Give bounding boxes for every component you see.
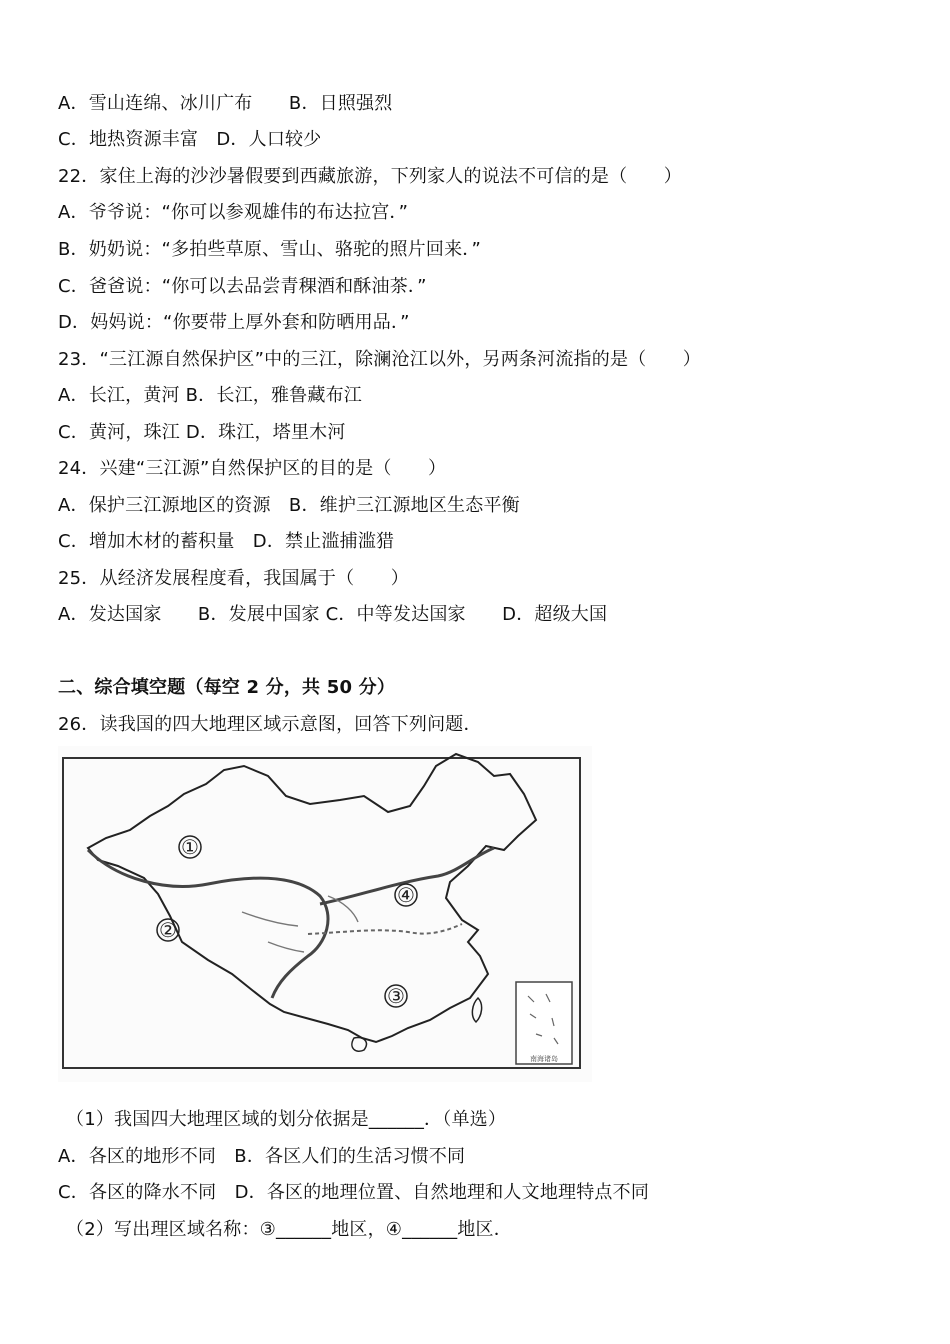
- section-title: 二、综合填空题（每空 2 分，共 50 分）: [58, 677, 396, 698]
- option-23-c-d: C．黄河，珠江 D．珠江，塔里木河: [58, 422, 346, 443]
- label-1-text: ①: [181, 835, 199, 859]
- option-22-d: D．妈妈说：“你要带上厚外套和防晒用品．”: [58, 312, 410, 333]
- question-23: 23．“三江源自然保护区”中的三江，除澜沧江以外，另两条河流指的是（ ）: [58, 349, 701, 370]
- option-22-b: B．奶奶说：“多拍些草原、雪山、骆驼的照片回来．”: [58, 239, 481, 260]
- boundary-north-west: [88, 850, 328, 998]
- q26-option-c-d: C．各区的降水不同 D．各区的地理位置、自然地理和人文地理特点不同: [58, 1182, 650, 1203]
- question-24: 24．兴建“三江源”自然保护区的目的是（ ）: [58, 458, 447, 479]
- q26-option-a-b: A．各区的地形不同 B．各区人们的生活习惯不同: [58, 1146, 466, 1167]
- china-regions-map: [58, 746, 592, 1082]
- hainan-island: [352, 1038, 366, 1052]
- option-24-c-d: C．增加木材的蓄积量 D．禁止滥捕滥猎: [58, 531, 395, 552]
- option-22-c: C．爸爸说：“你可以去品尝青稞酒和酥油茶．”: [58, 276, 427, 297]
- line-21-a-b: A．雪山连绵、冰川广布 B．日照强烈: [58, 93, 393, 114]
- china-outline: [88, 754, 536, 1042]
- option-22-a: A．爷爷说：“你可以参观雄伟的布达拉宫．”: [58, 202, 409, 223]
- question-25: 25．从经济发展程度看，我国属于（ ）: [58, 568, 409, 589]
- line-21-c-d: C．地热资源丰富 D．人口较少: [58, 129, 322, 150]
- question-26: 26．读我国的四大地理区域示意图，回答下列问题．: [58, 714, 482, 735]
- question-22: 22．家住上海的沙沙暑假要到西藏旅游，下列家人的说法不可信的是（ ）: [58, 166, 682, 187]
- boundary-qinling: [308, 924, 462, 934]
- inner-rivers: [242, 896, 358, 952]
- south-china-sea-inset: [516, 982, 572, 1064]
- q26-part-1: （1）我国四大地理区域的划分依据是______．（单选）: [66, 1109, 507, 1130]
- label-4-text: ④: [397, 883, 415, 907]
- taiwan-island: [472, 998, 481, 1022]
- option-25: A．发达国家 B．发展中国家 C．中等发达国家 D．超级大国: [58, 604, 608, 625]
- inset-caption: 南海诸岛: [530, 1055, 558, 1063]
- q26-part-2: （2）写出理区域名称：③______地区，④______地区．: [66, 1219, 512, 1240]
- label-3-text: ③: [387, 984, 405, 1008]
- label-2-text: ②: [159, 918, 177, 942]
- option-24-a-b: A．保护三江源地区的资源 B．维护三江源地区生态平衡: [58, 495, 520, 516]
- option-23-a-b: A．长江，黄河 B．长江，雅鲁藏布江: [58, 385, 362, 406]
